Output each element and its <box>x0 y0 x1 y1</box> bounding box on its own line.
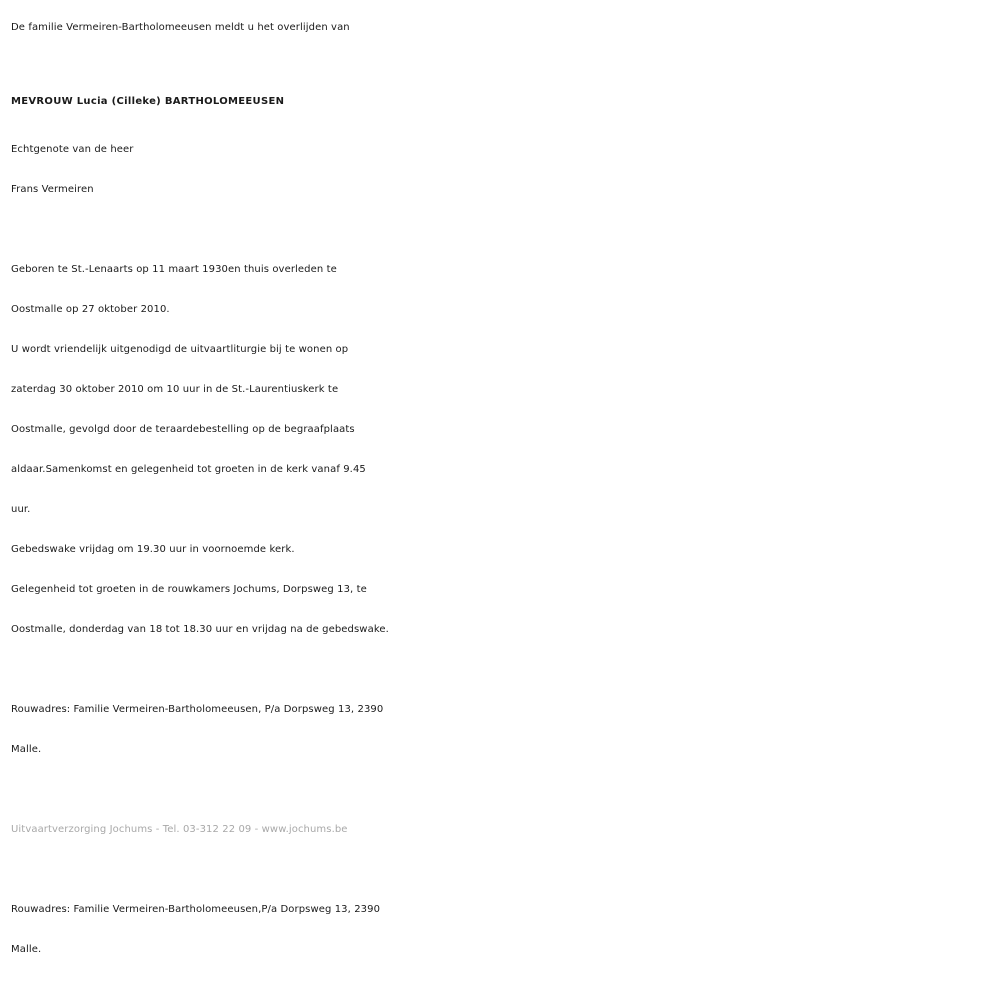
body-line: Gelegenheid tot groeten in de rouwkamers Jochums, Dorpsweg 13, te <box>11 584 367 595</box>
mourning-address-city-repeat: Malle. <box>11 944 42 955</box>
body-line: zaterdag 30 oktober 2010 om 10 uur in de St.-Laurentiuskerk te <box>11 384 339 395</box>
spacer <box>11 210 1000 250</box>
body-line: aldaar.Samenkomst en gelegenheid tot groeten in de kerk vanaf 9.45 <box>11 464 366 475</box>
body-line: Geboren te St.-Lenaarts op 11 maart 1930en thuis overleden te <box>11 264 337 275</box>
mourning-address-city: Malle. <box>11 744 42 755</box>
body-line: Oostmalle, gevolgd door de teraardebestelling op de begraafplaats <box>11 424 355 435</box>
deceased-name: MEVROUW Lucia (Cilleke) BARTHOLOMEEUSEN <box>11 96 285 107</box>
mourning-address-line-repeat: Rouwadres: Familie Vermeiren-Bartholomeeusen,P/a Dorpsweg 13, 2390 <box>11 904 381 915</box>
mourning-address-line: Rouwadres: Familie Vermeiren-Bartholomeeusen, P/a Dorpsweg 13, 2390 <box>11 704 384 715</box>
spacer <box>11 850 1000 890</box>
body-line: U wordt vriendelijk uitgenodigd de uitvaartliturgie bij te wonen op <box>11 344 349 355</box>
intro-text: De familie Vermeiren-Bartholomeeusen meldt u het overlijden van <box>11 22 350 33</box>
spacer <box>11 650 1000 690</box>
spouse-name: Frans Vermeiren <box>11 184 94 195</box>
spacer <box>11 770 1000 810</box>
spouse-line: Echtgenote van de heer <box>11 144 134 155</box>
body-line: Oostmalle op 27 oktober 2010. <box>11 304 170 315</box>
body-line: Oostmalle, donderdag van 18 tot 18.30 uur en vrijdag na de gebedswake. <box>11 624 389 635</box>
body-line: Gebedswake vrijdag om 19.30 uur in voornoemde kerk. <box>11 544 295 555</box>
funeral-home-contact: Uitvaartverzorging Jochums - Tel. 03-312 22 09 - www.jochums.be <box>11 824 348 835</box>
body-line: uur. <box>11 504 31 515</box>
